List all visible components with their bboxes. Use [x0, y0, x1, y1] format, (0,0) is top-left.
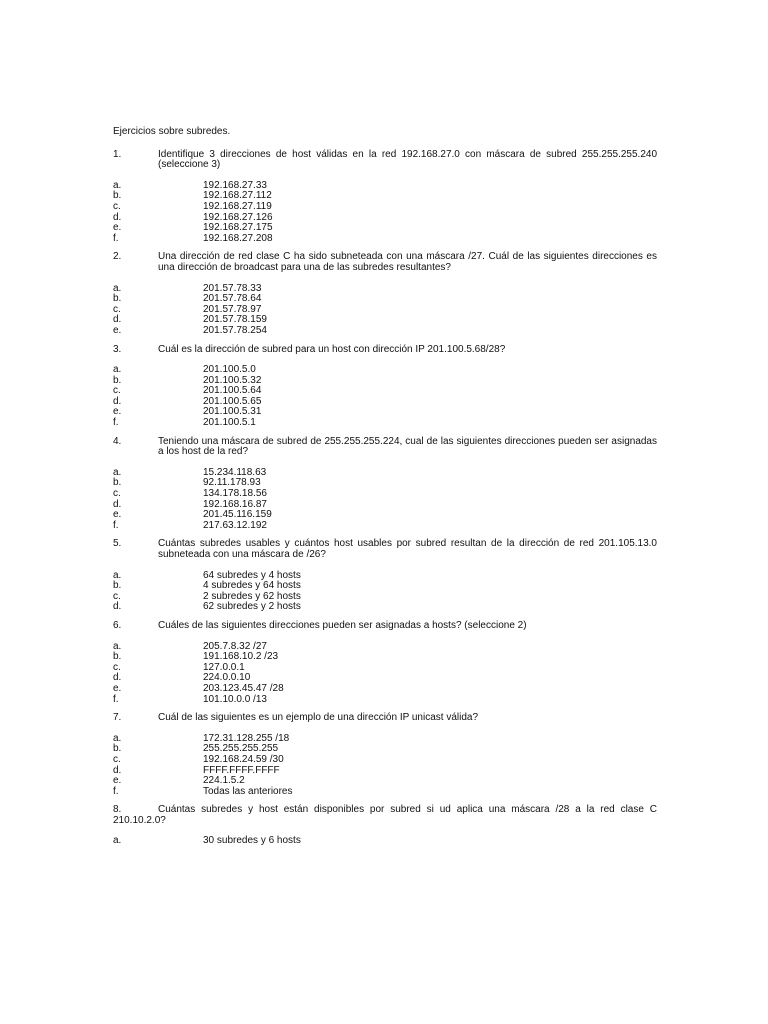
question-number: 4.: [113, 435, 122, 447]
option-letter: b.: [113, 374, 122, 386]
option-item: [113, 294, 657, 305]
option-item: [113, 836, 657, 847]
option-item: [113, 284, 657, 295]
option-value: 201.57.78.97: [203, 303, 262, 315]
option-item: [113, 397, 657, 408]
option-value: 201.100.5.1: [203, 417, 256, 429]
option-letter: c.: [113, 303, 121, 315]
option-item: [113, 407, 657, 418]
question-text: Cuántas subredes y host están disponibles por subred si ud aplica una máscara /28 a la red clase C 210.10.2.0?: [113, 804, 657, 826]
option-value: 192.168.27.112: [203, 190, 272, 202]
option-item: [113, 684, 657, 695]
option-value: 127.0.0.1: [203, 661, 245, 673]
option-list: [113, 734, 657, 798]
option-item: [113, 365, 657, 376]
option-item: [113, 202, 657, 213]
option-value: 191.168.10.2 /23: [203, 651, 279, 663]
question-line: [113, 713, 657, 724]
option-value: 203.123.45.47 /28: [203, 682, 284, 694]
option-value: 4 subredes y 64 hosts: [203, 580, 301, 592]
option-value: 201.57.78.159: [203, 314, 267, 326]
option-value: 201.57.78.33: [203, 282, 262, 294]
option-value: 201.100.5.64: [203, 385, 262, 397]
option-value: 255.255.255.255: [203, 743, 279, 755]
question-number: 3.: [113, 343, 122, 355]
option-item: [113, 602, 657, 613]
question-list: [113, 150, 657, 847]
question-number: 8.: [113, 804, 122, 816]
option-item: [113, 776, 657, 787]
option-value: 192.168.27.175: [203, 222, 273, 234]
option-item: [113, 652, 657, 663]
option-letter: c.: [113, 590, 121, 602]
option-list: [113, 468, 657, 532]
option-letter: f.: [113, 785, 119, 797]
option-list: [113, 836, 657, 847]
option-letter: b.: [113, 580, 122, 592]
option-item: [113, 191, 657, 202]
option-value: 205.7.8.32 /27: [203, 640, 267, 652]
option-value: 92.11.178.93: [203, 477, 261, 489]
option-item: [113, 386, 657, 397]
option-letter: f.: [113, 232, 119, 244]
question-4: [113, 437, 657, 532]
option-value: 192.168.27.126: [203, 211, 273, 223]
option-letter: e.: [113, 324, 122, 336]
option-item: [113, 376, 657, 387]
option-letter: c.: [113, 661, 121, 673]
option-item: [113, 592, 657, 603]
option-value: 201.100.5.31: [203, 406, 262, 418]
option-value: 15.234.118.63: [203, 466, 267, 478]
option-item: [113, 766, 657, 777]
option-value: 192.168.27.119: [203, 200, 272, 212]
option-letter: f.: [113, 693, 119, 705]
question-text: Cuántas subredes usables y cuántos host usables por subred resultan de la dirección de red 201.105.13.0 subneteada con una máscara de /26?: [158, 538, 657, 560]
option-item: [113, 581, 657, 592]
option-letter: c.: [113, 488, 121, 500]
option-letter: a.: [113, 732, 122, 744]
question-5: [113, 539, 657, 613]
option-letter: c.: [113, 200, 121, 212]
option-item: [113, 744, 657, 755]
option-item: [113, 223, 657, 234]
option-list: [113, 642, 657, 706]
option-letter: e.: [113, 682, 122, 694]
option-letter: c.: [113, 753, 121, 765]
option-value: 2 subredes y 62 hosts: [203, 590, 301, 602]
question-3: [113, 345, 657, 429]
option-item: [113, 734, 657, 745]
question-number: 5.: [113, 538, 122, 550]
question-line: [113, 437, 657, 458]
option-item: [113, 571, 657, 582]
option-letter: b.: [113, 293, 122, 305]
option-list: [113, 284, 657, 337]
document-content: [113, 127, 657, 855]
option-letter: c.: [113, 385, 121, 397]
question-line: [113, 805, 657, 826]
option-letter: b.: [113, 477, 122, 489]
option-letter: d.: [113, 314, 122, 326]
option-value: Todas las anteriores: [203, 785, 293, 797]
option-letter: e.: [113, 509, 122, 521]
option-value: 224.0.0.10: [203, 672, 251, 684]
option-item: [113, 181, 657, 192]
option-letter: d.: [113, 672, 122, 684]
option-letter: d.: [113, 498, 122, 510]
option-item: [113, 695, 657, 706]
option-value: 192.168.24.59 /30: [203, 753, 284, 765]
option-item: [113, 673, 657, 684]
question-text: Teniendo una máscara de subred de 255.255.255.224, cual de las siguientes direcciones pueden ser asignadas a los host de la red?: [158, 435, 657, 458]
question-text: Cuál es la dirección de subred para un host con dirección IP 201.100.5.68/28?: [158, 343, 506, 355]
question-number: 1.: [113, 148, 122, 160]
option-item: [113, 315, 657, 326]
option-value: 101.10.0.0 /13: [203, 693, 267, 705]
option-letter: a.: [113, 569, 122, 581]
option-value: 192.168.16.87: [203, 498, 267, 510]
option-letter: a.: [113, 835, 122, 847]
question-text: Una dirección de red clase C ha sido subneteada con una máscara /27. Cuál de las siguientes direcciones es una dirección de broadcast para una de las subredes resultantes?: [158, 251, 657, 273]
option-item: [113, 305, 657, 316]
option-letter: f.: [113, 519, 119, 531]
question-1: [113, 150, 657, 245]
option-value: 201.57.78.64: [203, 293, 262, 305]
option-value: 64 subredes y 4 hosts: [203, 569, 301, 581]
question-number: 6.: [113, 619, 122, 631]
question-line: [113, 539, 657, 560]
question-text: Cuáles de las siguientes direcciones pueden ser asignadas a hosts? (seleccione 2): [158, 619, 527, 631]
option-letter: e.: [113, 775, 122, 787]
option-letter: b.: [113, 651, 122, 663]
option-letter: d.: [113, 395, 122, 407]
option-item: [113, 489, 657, 500]
option-letter: e.: [113, 222, 122, 234]
question-2: [113, 252, 657, 336]
option-value: 201.57.78.254: [203, 324, 267, 336]
option-value: 201.100.5.65: [203, 395, 262, 407]
option-value: 201.100.5.0: [203, 364, 256, 376]
question-line: [113, 621, 657, 632]
option-value: 201.100.5.32: [203, 374, 262, 386]
question-7: [113, 713, 657, 797]
option-item: [113, 642, 657, 653]
option-letter: d.: [113, 764, 122, 776]
option-item: [113, 755, 657, 766]
question-number: 2.: [113, 251, 122, 263]
option-letter: a.: [113, 466, 122, 478]
option-item: [113, 787, 657, 798]
option-letter: b.: [113, 190, 122, 202]
question-line: [113, 252, 657, 273]
option-value: 172.31.128.255 /18: [203, 732, 290, 744]
option-letter: d.: [113, 601, 122, 613]
option-item: [113, 326, 657, 337]
option-item: [113, 521, 657, 532]
option-value: 201.45.116.159: [203, 509, 272, 521]
option-letter: e.: [113, 406, 122, 418]
option-value: 217.63.12.192: [203, 519, 267, 531]
option-letter: b.: [113, 743, 122, 755]
option-value: 134.178.18.56: [203, 488, 267, 500]
option-item: [113, 468, 657, 479]
option-value: 192.168.27.33: [203, 179, 267, 191]
option-value: 224.1.5.2: [203, 775, 245, 787]
option-item: [113, 663, 657, 674]
option-item: [113, 234, 657, 245]
option-list: [113, 181, 657, 245]
option-list: [113, 365, 657, 429]
option-letter: d.: [113, 211, 122, 223]
option-letter: f.: [113, 417, 119, 429]
option-letter: a.: [113, 179, 122, 191]
option-letter: a.: [113, 282, 122, 294]
option-item: [113, 478, 657, 489]
option-item: [113, 510, 657, 521]
document-title: Ejercicios sobre subredes.: [113, 126, 231, 137]
question-line: [113, 150, 657, 171]
option-item: [113, 500, 657, 511]
option-value: 192.168.27.208: [203, 232, 273, 244]
option-list: [113, 571, 657, 613]
option-value: 62 subredes y 2 hosts: [203, 601, 301, 613]
question-text: Identifique 3 direcciones de host válidas en la red 192.168.27.0 con máscara de subred 255.255.255.240 (seleccione 3): [158, 148, 657, 171]
question-line: [113, 345, 657, 356]
option-letter: a.: [113, 364, 122, 376]
question-text: Cuál de las siguientes es un ejemplo de una dirección IP unicast válida?: [158, 712, 479, 724]
option-value: 30 subredes y 6 hosts: [203, 835, 301, 847]
option-value: FFFF.FFFF.FFFF: [203, 764, 280, 776]
option-item: [113, 213, 657, 224]
question-8: [113, 805, 657, 847]
question-number: 7.: [113, 712, 122, 724]
option-item: [113, 418, 657, 429]
option-letter: a.: [113, 640, 122, 652]
question-6: [113, 621, 657, 705]
